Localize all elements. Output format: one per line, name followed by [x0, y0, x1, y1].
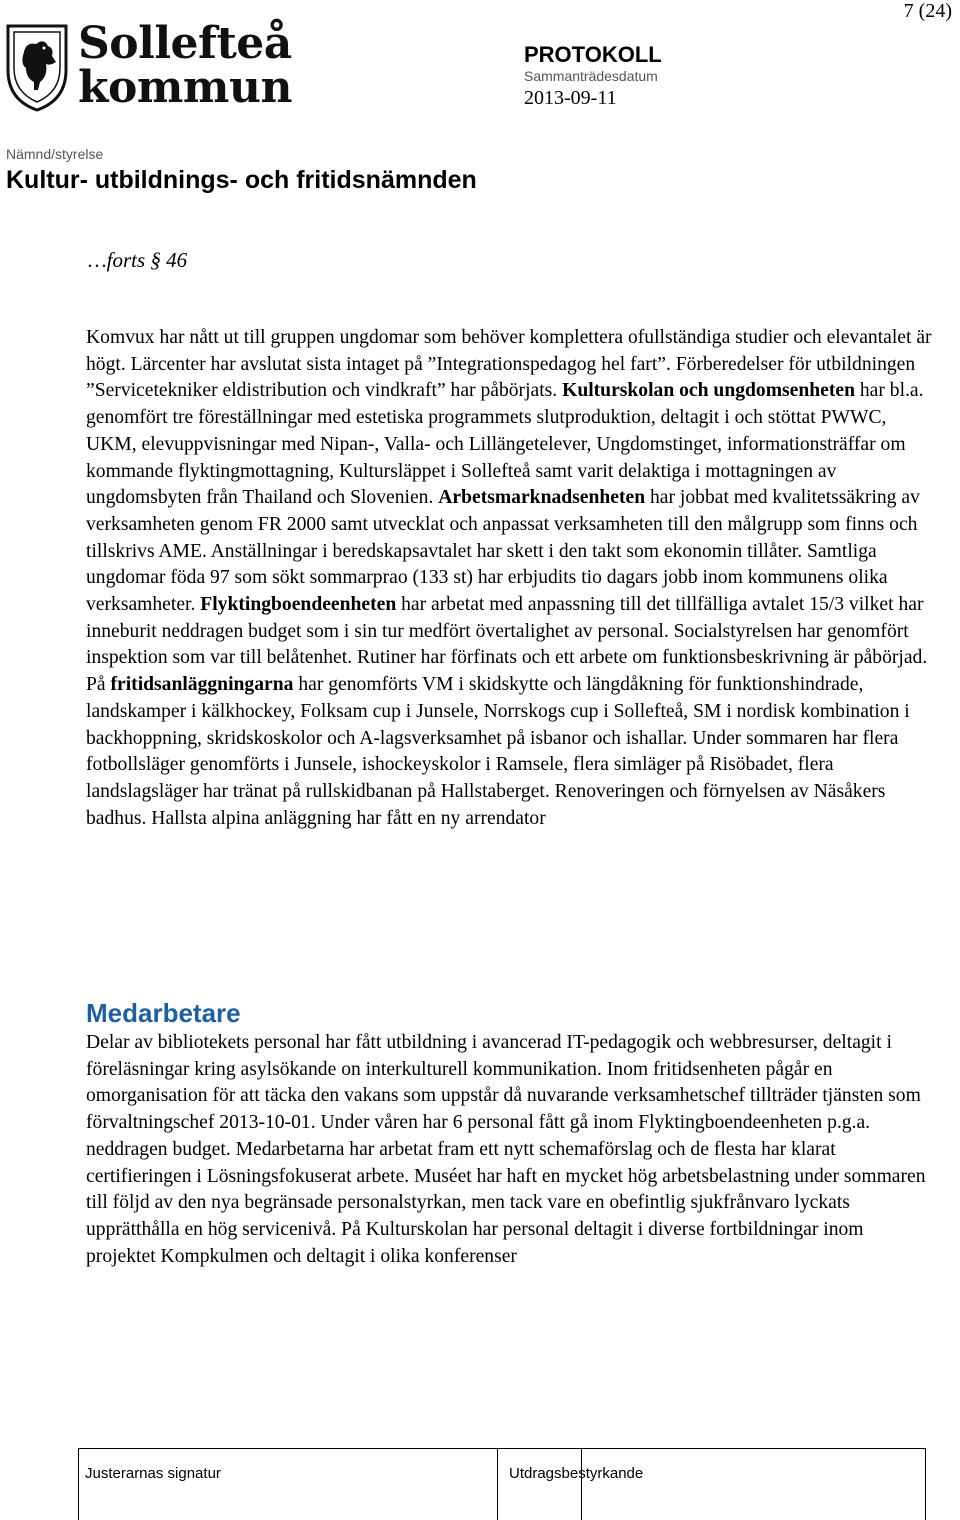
text-run: har jobbat med kvalitetssäkring av verksamheten genom FR 2000 samt utvecklat och anpassat verksamheten till den målgrupp som finns och tillskrivs AME. Anställningar i beredskapsavtalet har skett i den takt som ekonomin tillåter. Samtliga ungdomar föda 97 som sökt sommarprao (133 st) har erbjudits tio dagars jobb inom kommunens olika verksamheter. [86, 487, 920, 616]
section-heading-medarbetare: Medarbetare [86, 998, 241, 1028]
text-run: Komvux har nått ut till gruppen ungdomar som behöver komplettera ofullständiga studier och elevantalet är högt. Lärcenter har avslutat sista intaget på ”Integrationspedagog hel fart”. Förberedelser för utbildningen ”Servicetekniker eldistribution och vindkraft” har påbörjats. [86, 327, 932, 402]
logo-line-1: Sollefteå [78, 18, 292, 69]
medarbetare-paragraph: Delar av bibliotekets personal har fått utbildning i avancerad IT-pedagogik och webbresurser, deltagit i föreläsningar kring asylsökande on interkulturell kommunikation. Inom fritidsenheten pågår en omorganisation för att täcka den vakans som uppstår då nuvarande verksamhetschef tillträder tjänsten som förvaltningschef 2013-10-01. Under våren har 6 personal fått gå inom Flyktingboendeenheten p.g.a. neddragen budget. Medarbetarna har arbetat fram ett nytt schemaförslag och de flesta har klarat certifieringen i Lösningsfokuserat arbete. Muséet har haft en mycket hög arbetsbelastning under sommaren till följd av den nya begränsade personalstyrkan, men tack vare en obefintlig sjukfrånvaro lyckats upprätthålla en hög servicenivå. På Kulturskolan har personal deltagit i diverse fortbildningar inom projektet Kompkulmen och deltagit i olika konferenser [86, 1032, 926, 1267]
committee-label: Nämnd/styrelse [6, 146, 104, 162]
signature-label: Justerarnas signatur [85, 1465, 221, 1482]
footer-divider [581, 1449, 582, 1520]
text-run: har bl.a. genomfört tre föreställningar med estetiska programmets slutproduktion, deltagit i och stöttat PWWC, UKM, elevuppvisningar med Nipan-, Valla- och Lillängetelever, Ungdomstinget, informationsträffar om kommande flyktingmottagning, Kultursläppet i Sollefteå samt varit delaktiga i mottagningen av ungdomsbyten från Thailand och Slovenien. [86, 380, 924, 509]
section-continuation: …forts § 46 [88, 248, 188, 272]
bold-unit-name: Flyktingboendeenheten [200, 594, 397, 616]
meeting-date-label: Sammanträdesdatum [524, 68, 658, 84]
page-number: 7 (24) [903, 0, 952, 22]
logo-line-2: kommun [78, 62, 292, 113]
certification-label: Utdragsbestyrkande [509, 1465, 644, 1482]
text-run: har genomförts VM i skidskytte och längdåkning för funktionshindrade, landskamper i kälkhockey, Folksam cup i Junsele, Norrskogs cup i Sollefteå, SM i nordisk kombination i backhoppning, skridskoskolor och A-lagsverksamhet på isbanor och ishallar. Under sommaren har flera fotbollsläger genomförts i Junsele, ishockeyskolor i Ramsele, flera simläger på Risöbadet, flera landslagsläger har tränat på rullskidbanan på Hallstaberget. Renoveringen och förnyelsen av Näsåkers badhus. Hallsta alpina anläggning har fått en ny arrendator [86, 674, 910, 829]
protocol-header [524, 42, 662, 110]
municipality-logo [4, 18, 292, 122]
report-paragraph [86, 325, 936, 832]
text-run: har arbetat med anpassning till det tillfälliga avtalet 15/3 vilket har inneburit neddragen budget som i sin tur medfört övertalighet av personal. Socialstyrelsen har genomfört inspektion som var till belåtenhet. Rutiner har förfinats och ett arbete om funktionsbeskrivning är påbörjad. På [86, 594, 928, 696]
meeting-date: 2013-09-11 [524, 87, 617, 109]
bold-unit-name: fritidsanläggningarna [110, 674, 294, 696]
bold-unit-name: Arbetsmarknadsenheten [438, 487, 646, 509]
committee-name: Kultur- utbildnings- och fritidsnämnden [6, 166, 477, 194]
signature-footer [78, 1448, 926, 1520]
footer-divider [497, 1449, 498, 1520]
bold-unit-name: Kulturskolan och ungdomsenheten [562, 380, 855, 402]
logo-wordmark [78, 18, 292, 113]
protocol-title: PROTOKOLL [524, 42, 662, 67]
coat-of-arms-icon [4, 22, 70, 112]
